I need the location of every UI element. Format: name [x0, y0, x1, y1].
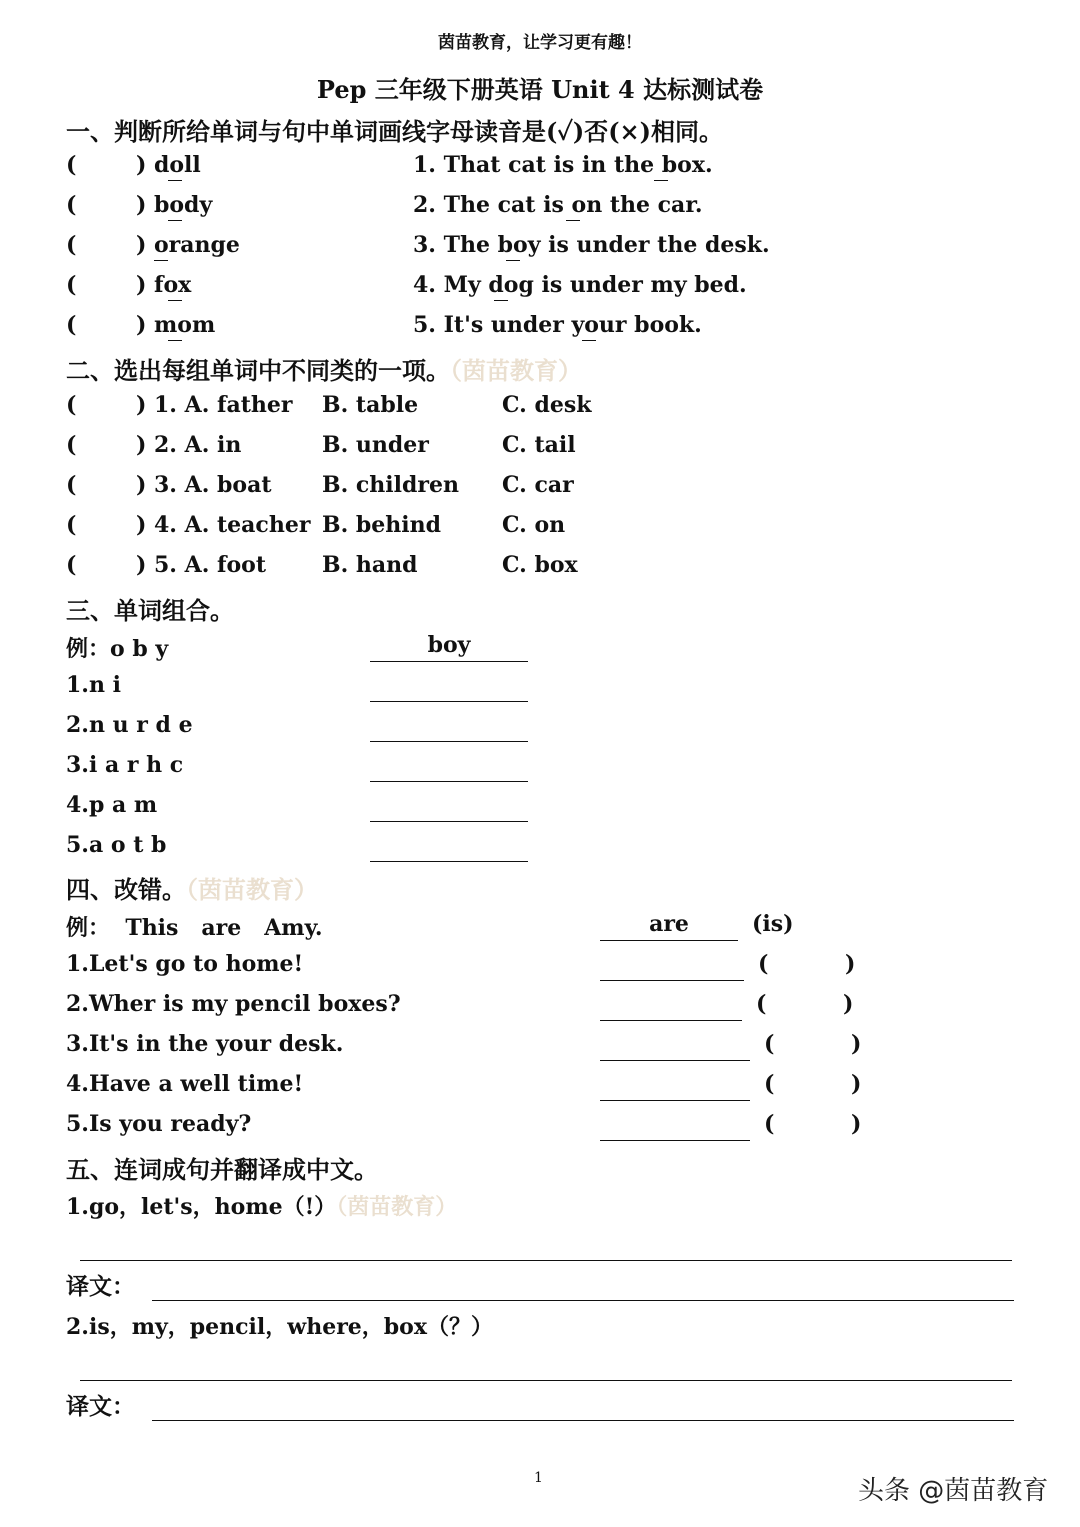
option-c: C. on [502, 512, 566, 538]
example-sentence: 例： This are Amy. [66, 915, 323, 941]
page-title: Pep 三年级下册英语 Unit 4 达标测试卷 [316, 75, 764, 104]
error-sentence: 5.Is you ready? [66, 1111, 252, 1137]
option-c: C. car [502, 472, 574, 498]
bracket: ) [136, 552, 147, 578]
bracket: ( [66, 552, 77, 578]
option-a: 4. A. teacher [154, 512, 311, 538]
bracket: ) [136, 432, 147, 458]
bracket: ( [66, 192, 77, 218]
letter-underline [168, 180, 182, 181]
section1-heading: 一、判断所给单词与句中单词画线字母读音是(✓)否(×)相同。 [66, 117, 724, 146]
bracket: ) [136, 392, 147, 418]
scrambled-letters: 5.a o t b [66, 832, 167, 858]
correction-paren[interactable]: ( ) [756, 991, 854, 1017]
bracket: ( [66, 312, 77, 338]
sentence-item: 4. My dog is under my bed. [413, 272, 747, 298]
bracket: ( [66, 472, 77, 498]
word-item: mom [154, 312, 216, 338]
bracket: ) [136, 272, 147, 298]
letter-underline [154, 260, 168, 261]
sentence-item: 5. It's under your book. [413, 312, 702, 338]
watermark: （茵苗教育） [450, 356, 582, 385]
option-b: B. children [322, 472, 459, 498]
option-b: B. hand [322, 552, 418, 578]
page-header: 茵苗教育，让学习更有趣！ [438, 33, 642, 53]
letter-underline [566, 220, 580, 221]
letter-underline [168, 340, 182, 341]
correction-paren[interactable]: ( ) [764, 1031, 862, 1057]
bracket: ) [136, 512, 147, 538]
option-c: C. desk [502, 392, 592, 418]
option-c: C. tail [502, 432, 576, 458]
sentence-item: 3. The boy is under the desk. [413, 232, 770, 258]
bracket: ) [136, 152, 147, 178]
correction-paren[interactable]: ( ) [764, 1111, 862, 1137]
word-sentence-text: 1.go，let's，home（!） [66, 1194, 337, 1220]
answer-line[interactable] [600, 1100, 750, 1101]
answer-line[interactable] [600, 1140, 750, 1141]
sentence-line[interactable] [80, 1380, 1012, 1381]
scrambled-letters: 2.n u r d e [66, 712, 193, 738]
sentence-item: 2. The cat is on the car. [413, 192, 703, 218]
correction-paren[interactable]: ( ) [758, 951, 856, 977]
section4-heading-text: 四、改错。 [66, 875, 186, 904]
correction-paren[interactable]: ( ) [764, 1071, 862, 1097]
translation-line[interactable] [152, 1420, 1014, 1421]
bracket: ( [66, 392, 77, 418]
section2-heading [66, 351, 582, 386]
word-sentence [66, 1190, 457, 1221]
answer-line[interactable] [370, 861, 528, 862]
bracket: ( [66, 512, 77, 538]
translation-label: 译文： [66, 1273, 135, 1300]
letter-underline [582, 340, 596, 341]
bracket: ( [66, 232, 77, 258]
platform-logo: 头条 @茵苗教育 [858, 1476, 1049, 1506]
option-b: B. table [322, 392, 419, 418]
word-item: body [154, 192, 213, 218]
answer-line[interactable] [370, 781, 528, 782]
option-a: 2. A. in [154, 432, 242, 458]
error-sentence: 4.Have a well time! [66, 1071, 304, 1097]
section3-heading: 三、单词组合。 [66, 596, 234, 625]
bracket: ( [66, 152, 77, 178]
bracket: ) [136, 232, 147, 258]
scrambled-letters: 3.i a r h c [66, 752, 184, 778]
bracket: ) [136, 472, 147, 498]
bracket: ( [66, 272, 77, 298]
watermark: （茵苗教育） [336, 1194, 458, 1220]
answer-line[interactable] [600, 980, 744, 981]
word-sentence: 2.is，my，pencil，where，box（？） [66, 1314, 493, 1340]
answer-line[interactable] [600, 1020, 742, 1021]
answer-line[interactable] [370, 701, 528, 702]
watermark: （茵苗教育） [186, 875, 318, 904]
sentence-line[interactable] [80, 1260, 1012, 1261]
letter-underline [506, 260, 520, 261]
page-number: 1 [534, 1470, 543, 1486]
answer-line [600, 940, 738, 941]
translation-label: 译文： [66, 1393, 135, 1420]
scrambled-letters: 1.n i [66, 672, 121, 698]
word-item: fox [154, 272, 192, 298]
option-c: C. box [502, 552, 578, 578]
answer-line[interactable] [600, 1060, 750, 1061]
section2-heading-text: 二、选出每组单词中不同类的一项。 [66, 356, 450, 385]
letter-underline [168, 300, 182, 301]
example-answer: boy [427, 632, 471, 658]
answer-line[interactable] [370, 741, 528, 742]
bracket: ) [136, 192, 147, 218]
scrambled-letters: 4.p a m [66, 792, 158, 818]
error-sentence: 2.Wher is my pencil boxes? [66, 991, 401, 1017]
option-b: B. behind [322, 512, 442, 538]
bracket: ) [136, 312, 147, 338]
word-item: orange [154, 232, 240, 258]
bracket: ( [66, 432, 77, 458]
example-letters: 例：o b y [66, 636, 169, 662]
letter-underline [494, 300, 508, 301]
error-sentence: 3.It's in the your desk. [66, 1031, 344, 1057]
error-sentence: 1.Let's go to home! [66, 951, 304, 977]
letter-underline [168, 220, 182, 221]
option-a: 3. A. boat [154, 472, 272, 498]
translation-line[interactable] [152, 1300, 1014, 1301]
sentence-item: 1. That cat is in the box. [413, 152, 713, 178]
example-wrong-word: are [649, 911, 689, 937]
example-fix: (is) [752, 911, 794, 937]
answer-line [370, 661, 528, 662]
option-a: 1. A. father [154, 392, 293, 418]
word-item: doll [154, 152, 201, 178]
option-b: B. under [322, 432, 429, 458]
section5-heading: 五、连词成句并翻译成中文。 [66, 1155, 378, 1184]
section4-heading [66, 870, 318, 905]
answer-line[interactable] [370, 821, 528, 822]
letter-underline [654, 180, 668, 181]
option-a: 5. A. foot [154, 552, 266, 578]
